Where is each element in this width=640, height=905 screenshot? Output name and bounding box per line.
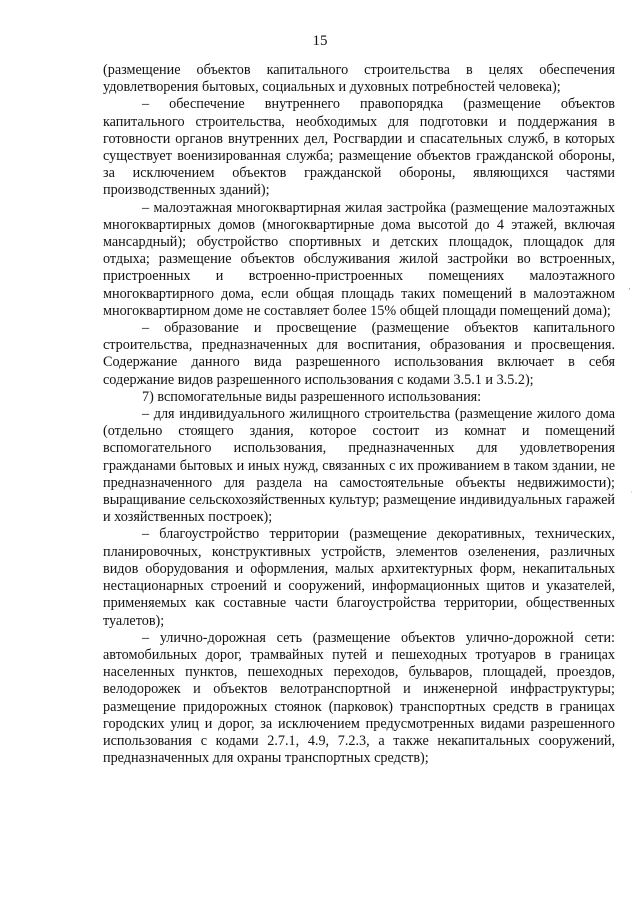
paragraph-road-network: – улично-дорожная сеть (размещение объектов улично-дорожной сети: автомобильных дорог, трамвайных путей и пешеходных тротуаров в границах населенных пунктов, пешеходных переходов, бульваров, площадей, проездов, велодорожек и объектов велотранспортной и инженерной инфраструктуры; размещение придорожных стоянок (парковок) транспортных средств в границах городских улиц и дорог, за исключением предусмотренных видами разрешенного использования с кодами 2.7.1, 4.9, 7.2.3, а также некапитальных сооружений, предназначенных для охраны транспортных средств); [103, 629, 615, 767]
paragraph-individual-housing: – для индивидуального жилищного строительства (размещение жилого дома (отдельно стоящего здания, которое состоит из комнат и помещений вспомогательного использования, предназначенных для удовлетворения гражданами бытовых и иных нужд, связанных с их проживанием в таком здании, не предназначенного для раздела на самостоятельные объекты недвижимости); выращивание сельскохозяйственных культур; размещение индивидуальных гаражей и хозяйственных построек); [103, 406, 615, 526]
paragraph-landscaping: – благоустройство территории (размещение декоративных, технических, планировочных, конструктивных устройств, элементов озеленения, различных видов оборудования и оформления, малых архитектурных форм, некапитальных нестационарных строений и сооружений, информационных щитов и указателей, применяемых как составные части благоустройства территории, общественных туалетов); [103, 526, 615, 629]
page-number: 15 [312, 33, 328, 49]
paragraph-education: – образование и просвещение (размещение объектов капитального строительства, предназначенных для воспитания, образования и просвещения. Содержание данного вида разрешенного использования включает в себя содержание видов разрешенного использования с кодами 3.5.1 и 3.5.2); [103, 320, 615, 388]
paragraph-low-rise-housing: – малоэтажная многоквартирная жилая застройка (размещение малоэтажных многоквартирных домов (многоквартирные дома высотой до 4 этажей, включая мансардный); обустройство спортивных и детских площадок, площадок для отдыха; размещение объектов обслуживания жилой застройки во встроенных, пристроенных и встроенно-пристроенных помещениях малоэтажного многоквартирного дома, если общая площадь таких помещений в малоэтажном многоквартирном доме не составляет более 15% общей площади помещений дома); [103, 199, 615, 319]
scan-speck: · [630, 488, 633, 497]
paragraph-auxiliary-heading: 7) вспомогательные виды разрешенного использования: [142, 388, 482, 405]
paragraph-law-enforcement: – обеспечение внутреннего правопорядка (размещение объектов капитального строительства, необходимых для подготовки и поддержания в готовности органов внутренних дел, Росгвардии и спасательных служб, в которых существует военизированная служба; размещение объектов гражданской обороны, за исключением объектов гражданской обороны, являющихся частями производственных зданий); [103, 96, 615, 199]
scan-speck: , [628, 282, 631, 292]
paragraph-intro: (размещение объектов капитального строительства в целях обеспечения удовлетворения бытовых, социальных и духовных потребностей человека); [103, 62, 615, 96]
body-text [103, 62, 615, 767]
